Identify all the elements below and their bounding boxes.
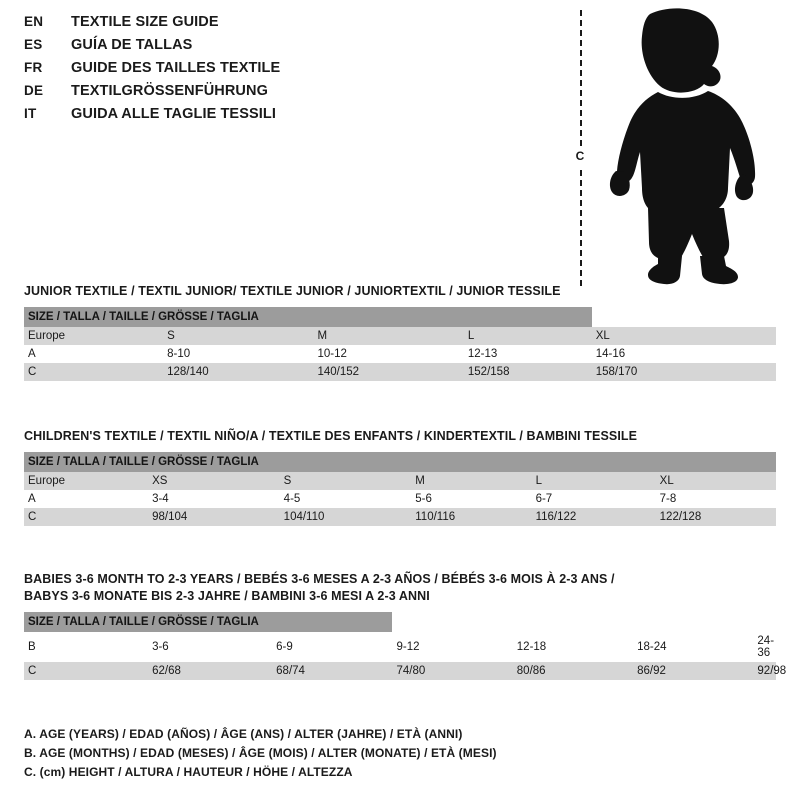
column-header: XL: [656, 472, 776, 490]
children-size-table: [24, 452, 776, 526]
language-title: TEXTILGRÖSSENFÜHRUNG: [71, 83, 268, 99]
cell: 6-9: [272, 632, 392, 662]
cell: 9-12: [392, 632, 512, 662]
footnote-age-months: B. AGE (MONTHS) / EDAD (MESES) / ÂGE (MOIS) / ALTER (MONATE) / ETÀ (MESI): [24, 746, 497, 760]
section-title-line1: BABIES 3-6 MONTH TO 2-3 YEARS / BEBÉS 3-6 MESES A 2-3 AÑOS / BÉBÉS 3-6 MOIS À 2-3 ANS /: [24, 572, 615, 586]
language-row-es: [24, 37, 444, 58]
row-label: C: [24, 363, 163, 381]
footnote-age-years: A. AGE (YEARS) / EDAD (AÑOS) / ÂGE (ANS) / ALTER (JAHRE) / ETÀ (ANNI): [24, 727, 463, 741]
language-code: FR: [24, 60, 43, 75]
section-title: JUNIOR TEXTILE / TEXTIL JUNIOR/ TEXTILE JUNIOR / JUNIORTEXTIL / JUNIOR TESSILE: [24, 284, 561, 298]
table-row: [24, 508, 776, 526]
size-band-label: SIZE / TALLA / TAILLE / GRÖSSE / TAGLIA: [24, 612, 392, 632]
cell: 68/74: [272, 662, 392, 680]
cell: 80/86: [513, 662, 633, 680]
cell: 128/140: [163, 363, 313, 381]
cell: 3-4: [148, 490, 280, 508]
language-row-de: [24, 83, 444, 104]
cell: 74/80: [392, 662, 512, 680]
language-code: DE: [24, 83, 44, 98]
column-header: L: [532, 472, 656, 490]
language-row-fr: [24, 60, 444, 81]
cell: 6-7: [532, 490, 656, 508]
row-label: A: [24, 490, 148, 508]
row-label: C: [24, 662, 148, 680]
size-band-label: SIZE / TALLA / TAILLE / GRÖSSE / TAGLIA: [24, 452, 776, 472]
language-code: IT: [24, 106, 37, 121]
language-header: [24, 14, 444, 129]
cell: 12-13: [464, 345, 592, 363]
language-title: TEXTILE SIZE GUIDE: [71, 14, 219, 30]
cell: 10-12: [314, 345, 464, 363]
column-header: XS: [148, 472, 280, 490]
junior-size-table: [24, 307, 776, 381]
cell: 140/152: [314, 363, 464, 381]
table-row-columns: [24, 472, 776, 490]
column-header: S: [280, 472, 412, 490]
cell: 158/170: [592, 363, 776, 381]
language-row-it: [24, 106, 444, 127]
section-babies: [24, 571, 787, 680]
table-row-columns: [24, 327, 776, 345]
band-blank: [592, 307, 776, 327]
cell: 104/110: [280, 508, 412, 526]
cell: 86/92: [633, 662, 753, 680]
column-header: Europe: [24, 327, 163, 345]
section-children: [24, 428, 776, 526]
cell: 152/158: [464, 363, 592, 381]
row-label: B: [24, 632, 148, 662]
cell: 12-18: [513, 632, 633, 662]
language-title: GUIDA ALLE TAGLIE TESSILI: [71, 106, 276, 122]
cell: 3-6: [148, 632, 272, 662]
measurement-figure: [572, 8, 782, 288]
cell: 62/68: [148, 662, 272, 680]
table-row: [24, 363, 776, 381]
cell: 92/98: [753, 662, 776, 680]
cell: 7-8: [656, 490, 776, 508]
section-junior: [24, 283, 776, 381]
language-code: EN: [24, 14, 44, 29]
cell: 18-24: [633, 632, 753, 662]
cell: 110/116: [411, 508, 531, 526]
cell: 5-6: [411, 490, 531, 508]
babies-size-table: [24, 612, 787, 680]
footnote-height: C. (cm) HEIGHT / ALTURA / HAUTEUR / HÖHE / ALTEZZA: [24, 765, 353, 779]
table-row: [24, 632, 776, 662]
section-title: CHILDREN'S TEXTILE / TEXTIL NIÑO/A / TEXTILE DES ENFANTS / KINDERTEXTIL / BAMBINI TESSILE: [24, 429, 638, 443]
column-header: M: [411, 472, 531, 490]
section-title-line2: BABYS 3-6 MONATE BIS 2-3 JAHRE / BAMBINI 3-6 MESI A 2-3 ANNI: [24, 589, 430, 603]
cell: 8-10: [163, 345, 313, 363]
table-row: [24, 490, 776, 508]
language-title: GUIDE DES TAILLES TEXTILE: [71, 60, 281, 76]
row-label: C: [24, 508, 148, 526]
column-header: S: [163, 327, 313, 345]
cell: 14-16: [592, 345, 776, 363]
table-row: [24, 662, 776, 680]
table-row: [24, 345, 776, 363]
footnotes: [24, 725, 776, 782]
table-header-band: [24, 612, 776, 632]
baby-silhouette-icon: [596, 8, 772, 286]
cell: 4-5: [280, 490, 412, 508]
size-band-label: SIZE / TALLA / TAILLE / GRÖSSE / TAGLIA: [24, 307, 592, 327]
column-header: Europe: [24, 472, 148, 490]
band-blank: [392, 612, 776, 632]
cell: 122/128: [656, 508, 776, 526]
cell: 24-36: [753, 632, 776, 662]
column-header: M: [314, 327, 464, 345]
row-label: A: [24, 345, 163, 363]
column-header: L: [464, 327, 592, 345]
height-measure-label: C: [572, 146, 588, 166]
table-header-band: [24, 452, 776, 472]
table-header-band: [24, 307, 776, 327]
cell: 116/122: [532, 508, 656, 526]
language-row-en: [24, 14, 444, 35]
cell: 98/104: [148, 508, 280, 526]
language-code: ES: [24, 37, 43, 52]
column-header: XL: [592, 327, 776, 345]
language-title: GUÍA DE TALLAS: [71, 37, 193, 53]
